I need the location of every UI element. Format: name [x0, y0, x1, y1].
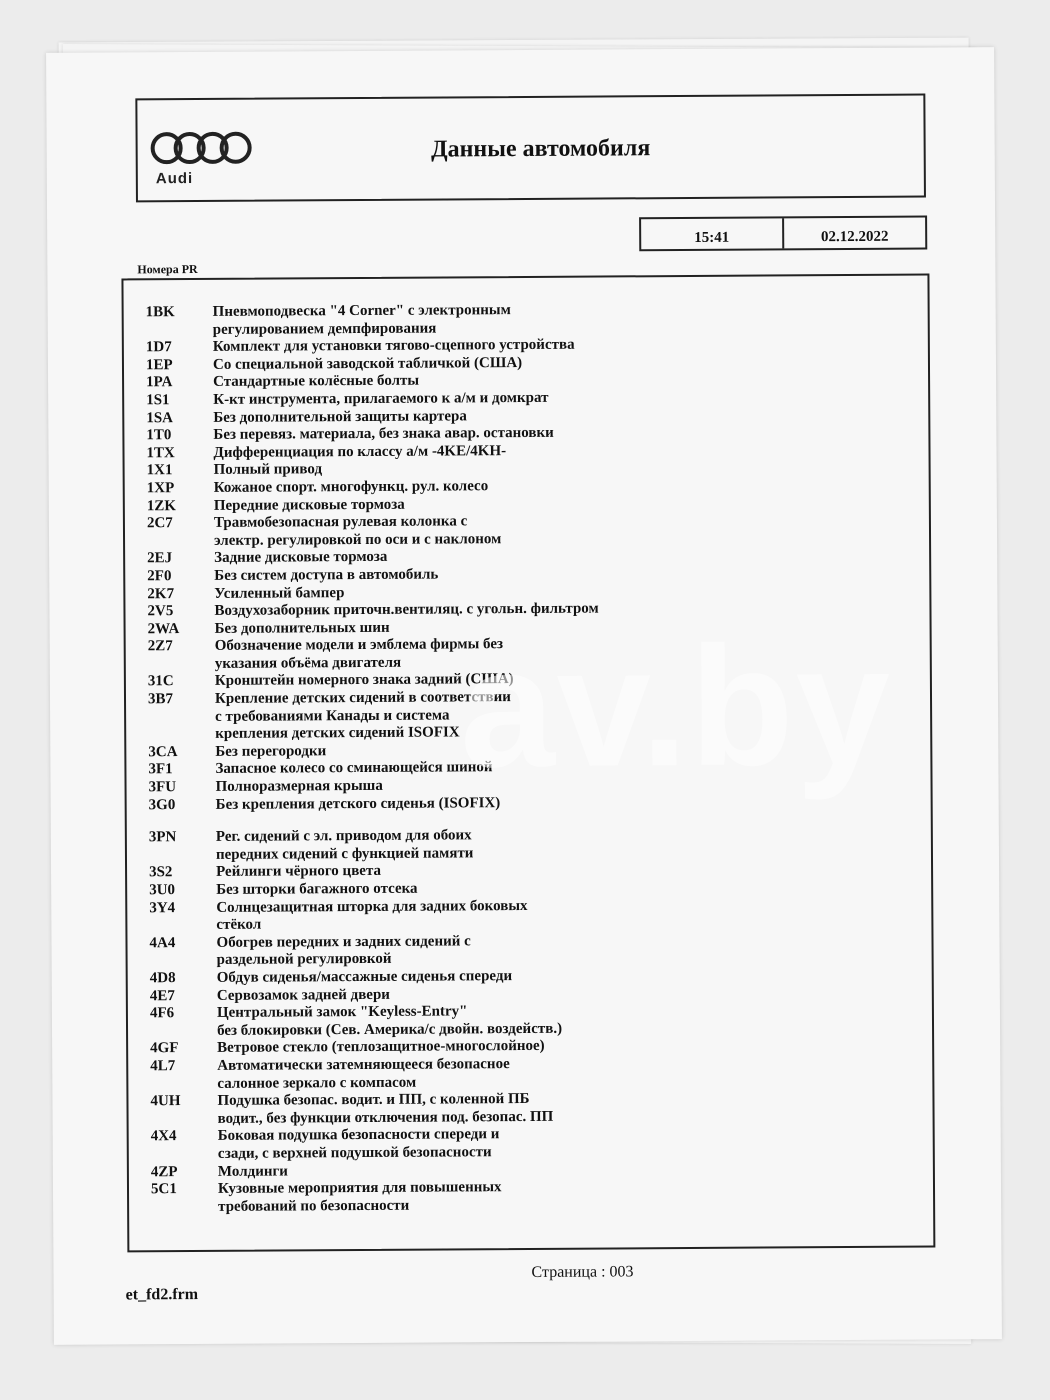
- pr-description-line: Стандартные колёсные болты: [213, 373, 420, 391]
- pr-description-line: Дифференциация по классу а/м -4KE/4KH-: [213, 442, 507, 461]
- pr-code: 2C7: [146, 515, 173, 532]
- pr-description: [213, 300, 906, 339]
- pr-code: 5C1: [150, 1181, 177, 1198]
- pr-description-line: Кузовные мероприятия для повышенных: [217, 1179, 502, 1197]
- pr-description-line: Солнцезащитная шторка для задних боковых: [216, 897, 528, 916]
- pr-description-line: Полный привод: [213, 461, 323, 479]
- pr-description-line: Кожаное спорт. многофункц. рул. колесо: [213, 478, 489, 496]
- pr-code: 1BK: [145, 304, 175, 321]
- pr-description: [215, 687, 908, 744]
- pr-code: 3FU: [148, 779, 177, 796]
- pr-description-line: раздельной регулировкой: [216, 951, 392, 969]
- pr-code: 3F1: [148, 761, 173, 778]
- pr-description-line: Полноразмерная крыша: [215, 777, 383, 795]
- list-item: [146, 300, 906, 340]
- pr-code: 1T0: [146, 427, 172, 444]
- brand-name: Audi: [155, 170, 194, 188]
- pr-description: [218, 1124, 911, 1163]
- pr-list: [146, 300, 912, 1217]
- time-value: 15:41: [641, 218, 784, 249]
- pr-code: 3B7: [147, 691, 174, 708]
- pr-description-line: салонное зеркало с компасом: [217, 1074, 417, 1092]
- list-item: [149, 792, 909, 814]
- pr-code: 4L7: [150, 1058, 176, 1075]
- pr-code: 1SA: [146, 409, 174, 426]
- pr-description: [217, 1001, 910, 1040]
- pr-code: 4E7: [149, 987, 175, 1004]
- pr-code: 1EP: [145, 356, 173, 374]
- pr-description-line: указания объёма двигателя: [214, 654, 402, 672]
- pr-description-line: Задние дисковые тормоза: [214, 549, 388, 567]
- pr-description-line: Пневмоподвеска "4 Corner" с электронным: [212, 302, 511, 320]
- pr-code: 1ZK: [146, 497, 177, 514]
- pr-description: [216, 825, 909, 864]
- pr-description-line: Ветровое стекло (теплозащитное-многослойное): [217, 1038, 545, 1057]
- list-item: [148, 687, 908, 744]
- date-value: 02.12.2022: [820, 228, 889, 246]
- pr-description-line: Передние дисковые тормоза: [213, 496, 405, 514]
- pr-code: 3Y4: [149, 899, 176, 916]
- pr-description-line: передних сидений с функцией памяти: [215, 845, 474, 863]
- pr-description-line: требований по безопасности: [218, 1197, 410, 1215]
- footer-filename: et_fd2.frm: [125, 1286, 199, 1304]
- pr-description-line: без блокировки (Сев. Америка/с двойн. воздейств.): [216, 1020, 563, 1039]
- pr-code: 4ZP: [150, 1163, 178, 1180]
- pr-description-line: стёкол: [216, 916, 262, 934]
- pr-description-line: Сервозамок задней двери: [216, 986, 390, 1004]
- pr-description-line: Без систем доступа в автомобиль: [214, 566, 439, 584]
- list-item: [147, 511, 907, 551]
- pr-description-line: с требованиями Канады и система: [215, 707, 450, 725]
- pr-code: 3PN: [148, 829, 177, 846]
- pr-description-line: Усиленный бампер: [214, 584, 345, 602]
- pr-description-line: Рег. сидений с эл. приводом для обоих: [215, 827, 472, 846]
- pr-code: 1D7: [145, 339, 172, 356]
- document-page: [46, 47, 1002, 1345]
- section-label: Номера PR: [137, 261, 198, 277]
- pr-description-line: Рейлинги чёрного цвета: [216, 863, 382, 881]
- pr-code: 4F6: [149, 1005, 175, 1022]
- pr-code: 1PA: [146, 374, 173, 391]
- pr-description-line: сзади, с верхней подушкой безопасности: [217, 1144, 492, 1162]
- pr-description-line: Подушка безопас. водит. и ПП, с коленной ПБ: [217, 1091, 530, 1110]
- pr-code: 2F0: [147, 568, 172, 585]
- pr-description-line: Травмобезопасная рулевая колонка с: [213, 513, 468, 532]
- pr-description-line: Боковая подушка безопасности спереди и: [217, 1126, 500, 1145]
- datetime-box: [639, 216, 927, 252]
- pr-description-line: Без перегородки: [215, 743, 327, 760]
- pr-description: [216, 930, 909, 969]
- pr-description-line: Комплект для установки тягово-сцепного устройства: [212, 336, 575, 356]
- pr-code: 2WA: [147, 620, 180, 637]
- pr-description: [216, 792, 909, 814]
- pr-description-line: Автоматически затемняющееся безопасное: [217, 1056, 510, 1074]
- list-item: [148, 634, 908, 674]
- list-item: [149, 930, 909, 970]
- pr-code: 4A4: [149, 934, 176, 952]
- list-item: [151, 1177, 911, 1217]
- pr-code: 2Z7: [147, 638, 173, 655]
- pr-code: 1XP: [146, 480, 175, 497]
- pr-description-line: Без перевяз. материала, без знака авар. остановки: [213, 424, 554, 444]
- pr-description: [217, 1054, 910, 1093]
- pr-description-line: Запасное колесо со сминающейся шиной: [215, 759, 493, 778]
- pr-description: [216, 895, 909, 934]
- pr-description-line: К-кт инструмента, прилагаемого к а/м и домкрат: [213, 389, 549, 408]
- pr-description-line: Кронштейн номерного знака задний (США): [214, 671, 514, 690]
- pr-description: [214, 511, 907, 550]
- list-item: [149, 825, 909, 865]
- pr-code: 3CA: [148, 743, 178, 761]
- pr-description: [218, 1177, 911, 1216]
- pr-code: 3U0: [149, 882, 176, 899]
- pr-code: 4D8: [149, 970, 176, 987]
- pr-code: 2EJ: [147, 550, 173, 567]
- pr-description-line: Со специальной заводской табличкой (США): [212, 354, 523, 373]
- pr-description-line: Центральный замок "Keyless-Entry": [216, 1003, 468, 1022]
- pr-description-line: Молдинги: [217, 1162, 288, 1180]
- pr-description: [217, 1089, 910, 1128]
- pr-description-line: электр. регулировкой по оси и с наклоном: [213, 530, 502, 549]
- pr-code: 4UH: [150, 1093, 181, 1110]
- page-title: Данные автомобиля: [430, 135, 651, 163]
- pr-description-line: Без дополнительной защиты картера: [213, 407, 467, 426]
- list-item: [149, 895, 909, 935]
- list-item: [150, 1054, 910, 1094]
- list-item: [150, 1001, 910, 1041]
- page-number: Страница : 003: [531, 1263, 634, 1281]
- list-item: [151, 1124, 911, 1164]
- pr-list-box: [121, 274, 935, 1253]
- pr-code: 1S1: [146, 392, 170, 409]
- pr-description-line: водит., без функции отключения под. безопас. ПП: [217, 1108, 554, 1127]
- pr-code: 1X1: [146, 462, 173, 479]
- pr-description-line: регулированием демпфирования: [212, 320, 437, 338]
- pr-description: [215, 634, 908, 673]
- pr-description-line: крепления детских сидений ISOFIX: [215, 724, 460, 743]
- pr-description-line: Обогрев передних и задних сидений с: [216, 933, 471, 951]
- pr-description-line: Крепление детских сидений в соответствии: [214, 689, 511, 707]
- pr-description-line: Воздухозаборник приточн.вентиляц. с угольн. фильтром: [214, 600, 599, 619]
- pr-code: 4GF: [150, 1040, 179, 1057]
- pr-description-line: Без крепления детского сиденья (ISOFIX): [215, 794, 501, 813]
- pr-code: 31C: [147, 673, 174, 690]
- pr-code: 2V5: [147, 603, 174, 620]
- pr-description-line: Обдув сиденья/массажные сиденья спереди: [216, 968, 513, 986]
- pr-description-line: Обозначение модели и эмблема фирмы без: [214, 636, 504, 655]
- pr-description-line: Без шторки багажного отсека: [216, 880, 418, 898]
- pr-code: 3G0: [148, 796, 176, 813]
- pr-code: 4X4: [150, 1128, 177, 1145]
- header-box: [135, 94, 926, 203]
- pr-code: 2K7: [147, 585, 175, 602]
- pr-code: 1TX: [146, 444, 175, 462]
- watermark: av.by: [459, 610, 893, 804]
- list-item: [150, 1089, 910, 1129]
- pr-code: 3S2: [149, 864, 173, 881]
- pr-description-line: Без дополнительных шин: [214, 619, 390, 637]
